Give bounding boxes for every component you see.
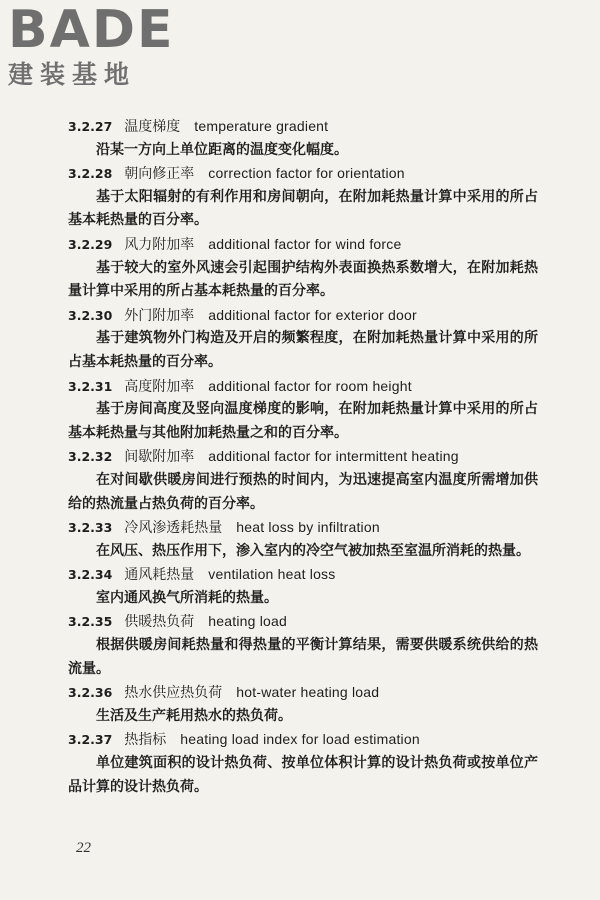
term-english: temperature gradient bbox=[194, 118, 329, 134]
glossary-entry bbox=[68, 681, 538, 728]
entry-heading bbox=[68, 162, 538, 186]
entry-heading bbox=[68, 445, 538, 469]
entry-definition bbox=[68, 540, 538, 564]
entry-heading bbox=[68, 563, 538, 587]
glossary-content bbox=[68, 115, 538, 799]
term-chinese: 朝向修正率 bbox=[124, 166, 195, 183]
term-english: correction factor for orientation bbox=[208, 165, 405, 182]
glossary-entry bbox=[68, 233, 538, 304]
entry-definition bbox=[68, 186, 538, 233]
definition-line: 在风压、热压作用下，渗入室内的冷空气被加热至室温所消 bbox=[96, 542, 460, 559]
term-chinese: 高度附加率 bbox=[124, 378, 195, 395]
entry-heading bbox=[68, 233, 538, 257]
entry-heading bbox=[68, 304, 538, 328]
term-english: ventilation heat loss bbox=[208, 566, 336, 583]
entry-heading bbox=[68, 115, 538, 139]
definition-line: 中采用的所占基本耗热量的百分率。 bbox=[68, 330, 539, 370]
term-english: additional factor for intermittent heating bbox=[208, 448, 459, 465]
term-chinese: 供暖热负荷 bbox=[124, 614, 195, 631]
entry-number: 3.2.27 bbox=[68, 119, 113, 134]
term-english: heat loss by infiltration bbox=[236, 519, 380, 536]
definition-line: 单位建筑面积的设计热负荷、按单位体积计算的设计热负荷 bbox=[96, 755, 467, 772]
term-english: additional factor for room height bbox=[208, 377, 412, 394]
definition-line: 耗的热量。 bbox=[460, 542, 530, 559]
entry-definition bbox=[68, 469, 538, 516]
glossary-entry bbox=[68, 115, 538, 162]
entry-definition bbox=[68, 752, 538, 799]
entry-number: 3.2.32 bbox=[68, 449, 113, 465]
entry-definition bbox=[68, 705, 538, 729]
entry-number: 3.2.36 bbox=[68, 685, 113, 701]
entry-definition bbox=[68, 587, 538, 611]
entry-definition bbox=[68, 139, 538, 163]
term-chinese: 热指标 bbox=[124, 732, 167, 749]
glossary-entry bbox=[68, 375, 538, 446]
definition-line: 基于太阳辐射的有利作用和房间朝向，在附加耗热量计算中 bbox=[96, 188, 467, 205]
entry-heading bbox=[68, 375, 538, 399]
glossary-entry bbox=[68, 516, 538, 563]
term-chinese: 风力附加率 bbox=[124, 236, 195, 253]
entry-heading bbox=[68, 516, 538, 540]
definition-line: 室内通风换气所消耗的热量。 bbox=[96, 589, 278, 606]
entry-definition bbox=[68, 634, 538, 681]
definition-line: 沿某一方向上单位距离的温度变化幅度。 bbox=[96, 141, 348, 158]
definition-line: 在附加耗热量计算中采用的所占基本耗热量的百分率。 bbox=[68, 259, 539, 300]
term-english: hot-water heating load bbox=[236, 684, 380, 701]
definition-line: 根据供暖房间耗热量和得热量的平衡计算结果，需要供暖系 bbox=[96, 637, 467, 654]
glossary-entry bbox=[68, 162, 538, 233]
entry-number: 3.2.30 bbox=[68, 307, 113, 323]
term-chinese: 温度梯度 bbox=[124, 119, 181, 135]
entry-heading bbox=[68, 610, 538, 634]
entry-heading bbox=[68, 681, 538, 705]
glossary-entry bbox=[68, 610, 538, 681]
entry-number: 3.2.28 bbox=[68, 166, 113, 182]
term-chinese: 通风耗热量 bbox=[124, 567, 195, 584]
term-english: heating load index for load estimation bbox=[180, 731, 420, 748]
term-chinese: 热水供应热负荷 bbox=[124, 685, 223, 702]
definition-line: 或按单位产品计算的设计热负荷。 bbox=[68, 755, 539, 795]
entry-number: 3.2.34 bbox=[68, 567, 113, 583]
term-english: additional factor for wind force bbox=[208, 235, 402, 252]
entry-number: 3.2.37 bbox=[68, 732, 113, 748]
entry-number: 3.2.33 bbox=[68, 520, 113, 536]
term-chinese: 冷风渗透耗热量 bbox=[124, 520, 223, 537]
definition-line: 采用的所占基本耗热量与其他附加耗热量之和的百分率。 bbox=[68, 401, 539, 441]
logo-subtitle: 建装基地 bbox=[8, 60, 137, 89]
definition-line: 在对间歇供暖房间进行预热的时间内，为迅速提高室内温度 bbox=[96, 471, 467, 488]
entry-number: 3.2.29 bbox=[68, 236, 113, 252]
term-english: heating load bbox=[208, 613, 287, 630]
page-number: 22 bbox=[76, 840, 91, 856]
entry-definition bbox=[68, 327, 538, 374]
logo-brand-text: BADE bbox=[8, 0, 175, 60]
definition-line: 基于房间高度及竖向温度梯度的影响，在附加耗热量计算中 bbox=[96, 401, 467, 418]
definition-line: 生活及生产耗用热水的热负荷。 bbox=[96, 707, 292, 724]
term-chinese: 外门附加率 bbox=[124, 307, 195, 324]
entry-definition bbox=[68, 257, 538, 304]
glossary-entry bbox=[68, 563, 538, 610]
term-chinese: 间歇附加率 bbox=[124, 449, 195, 466]
definition-line: 所需增加供给的热流量占热负荷的百分率。 bbox=[68, 471, 539, 512]
definition-line: 统供给的热流量。 bbox=[68, 637, 539, 677]
brand-logo bbox=[8, 0, 178, 90]
entry-heading bbox=[68, 728, 538, 752]
entry-number: 3.2.31 bbox=[68, 378, 113, 394]
entry-definition bbox=[68, 398, 538, 445]
glossary-entry bbox=[68, 728, 538, 799]
term-english: additional factor for exterior door bbox=[208, 306, 417, 323]
definition-line: 采用的所占基本耗热量的百分率。 bbox=[68, 188, 539, 229]
glossary-entry bbox=[68, 304, 538, 375]
definition-line: 基于较大的室外风速会引起围护结构外表面换热系数增大， bbox=[96, 259, 467, 276]
definition-line: 基于建筑物外门构造及开启的频繁程度，在附加耗热量计算 bbox=[96, 330, 467, 347]
glossary-entry bbox=[68, 445, 538, 516]
entry-number: 3.2.35 bbox=[68, 614, 113, 630]
